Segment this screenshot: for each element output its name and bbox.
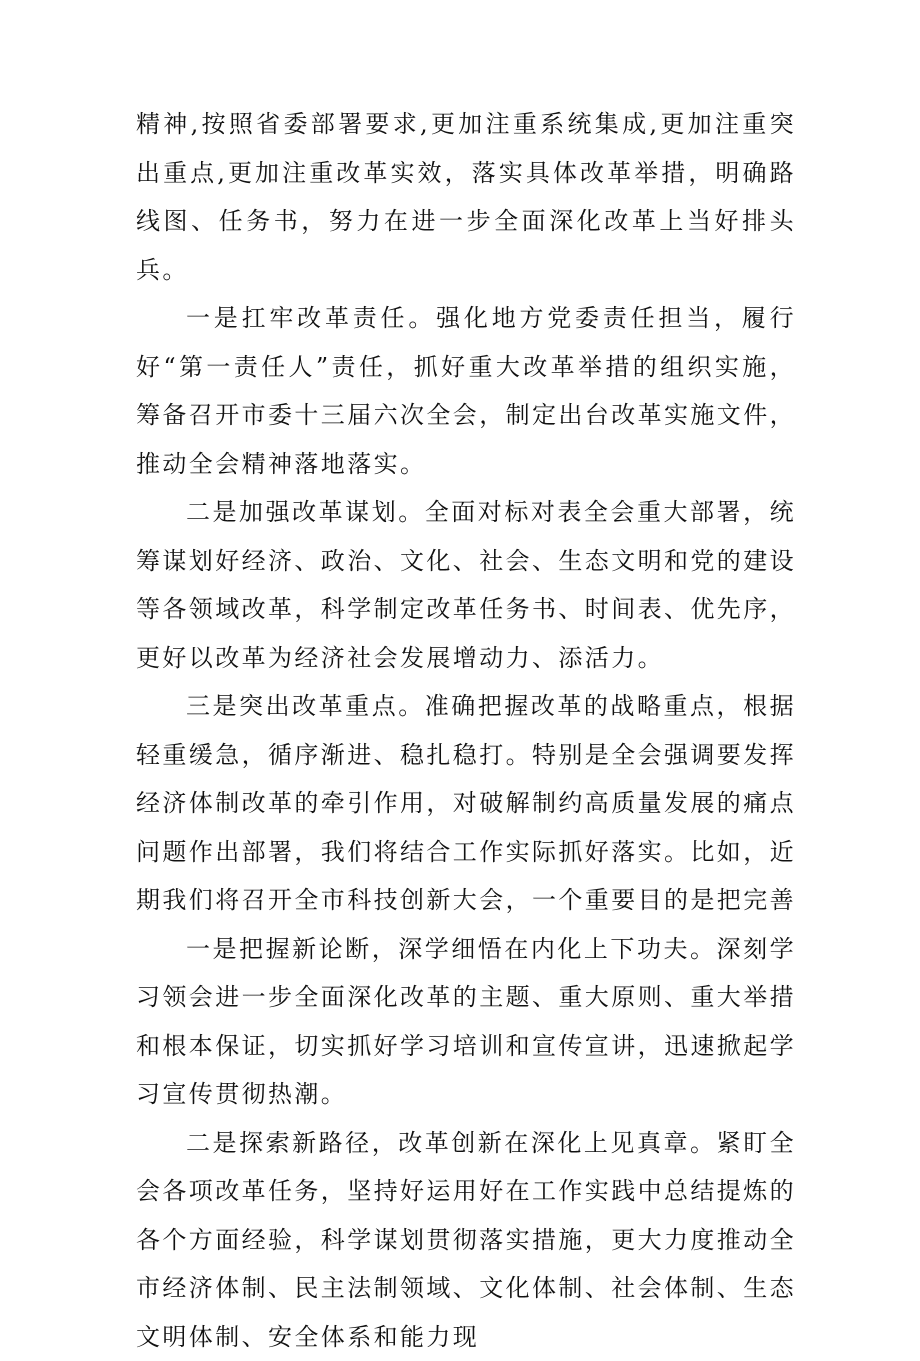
paragraph-reform-focus: 三是突出改革重点。准确把握改革的战略重点，根据轻重缓急，循序渐进、稳扎稳打。特别是全会强调要发挥经济体制改革的牵引作用，对破解制约高质量发展的痛点问题作出部署，我们将结合工作实际抓好落实。比如，近期我们将召开全市科技创新大会，一个重要目的是把完善: [136, 682, 796, 925]
paragraph-reform-responsibility: 一是扛牢改革责任。强化地方党委责任担当，履行好“第一责任人”责任，抓好重大改革举措的组织实施，筹备召开市委十三届六次全会，制定出台改革实施文件，推动全会精神落地落实。: [136, 294, 796, 488]
paragraph-new-judgment: 一是把握新论断，深学细悟在内化上下功夫。深刻学习领会进一步全面深化改革的主题、重大原则、重大举措和根本保证，切实抓好学习培训和宣传宣讲，迅速掀起学习宣传贯彻热潮。: [136, 925, 796, 1119]
paragraph-reform-planning: 二是加强改革谋划。全面对标对表全会重大部署，统筹谋划好经济、政治、文化、社会、生态文明和党的建设等各领域改革，科学制定改革任务书、时间表、优先序，更好以改革为经济社会发展增动力、添活力。: [136, 488, 796, 682]
paragraph-new-path: 二是探索新路径，改革创新在深化上见真章。紧盯全会各项改革任务，坚持好运用好在工作实践中总结提炼的各个方面经验，科学谋划贯彻落实措施，更大力度推动全市经济体制、民主法制领域、文化体制、社会体制、生态文明体制、安全体系和能力现: [136, 1119, 796, 1361]
document-body: [136, 100, 796, 1361]
paragraph-continuation: 精神,按照省委部署要求,更加注重系统集成,更加注重突出重点,更加注重改革实效，落实具体改革举措，明确路线图、任务书，努力在进一步全面深化改革上当好排头兵。: [136, 100, 796, 294]
